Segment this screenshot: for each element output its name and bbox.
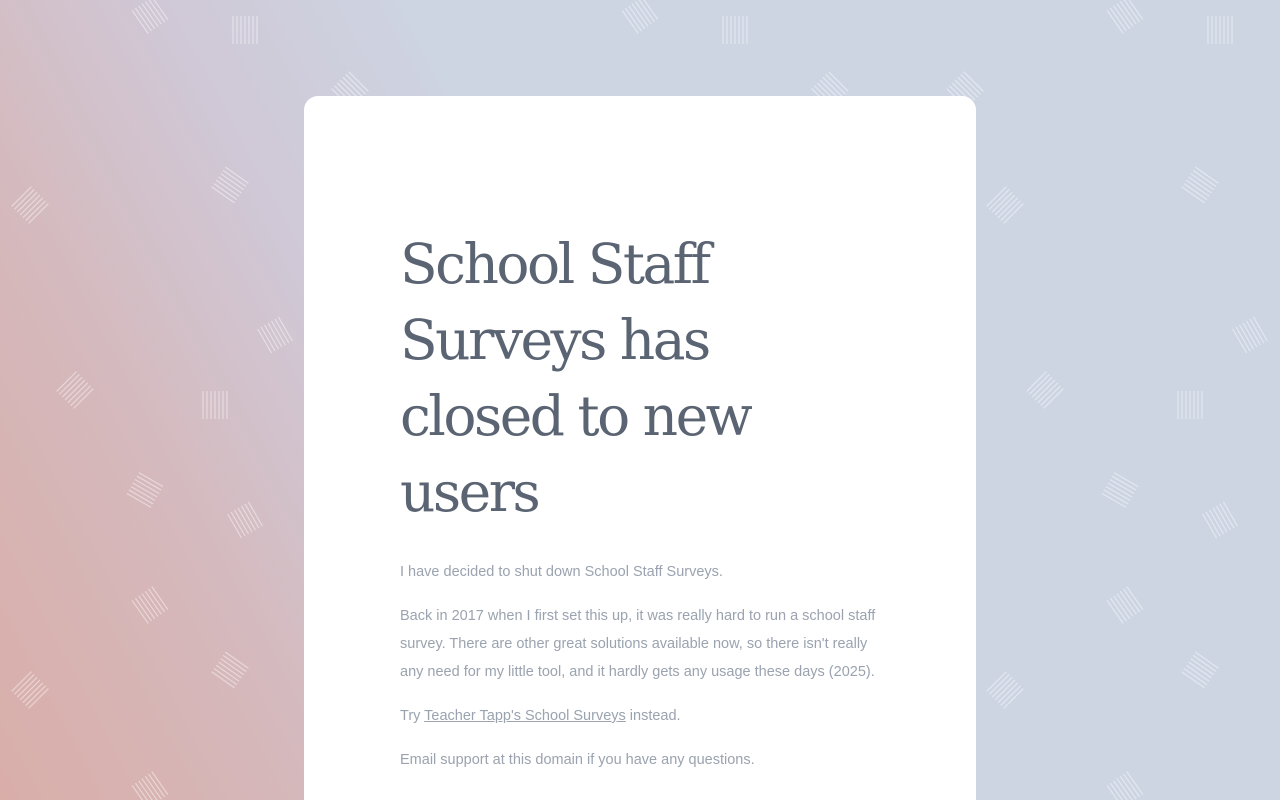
notice-content	[400, 226, 884, 790]
background-hatch-mark	[1182, 167, 1219, 203]
background-hatch-mark	[132, 772, 168, 800]
background-hatch-mark	[132, 0, 168, 33]
background-hatch-mark	[1203, 502, 1238, 538]
alternative-paragraph	[400, 702, 884, 730]
background-hatch-mark	[212, 652, 249, 688]
background-hatch-mark	[1102, 473, 1138, 508]
background-hatch-mark	[212, 167, 249, 203]
background-hatch-mark	[1027, 372, 1064, 409]
intro-paragraph: I have decided to shut down School Staff Surveys.	[400, 564, 723, 580]
background-hatch-mark	[203, 391, 227, 419]
background-hatch-mark	[127, 473, 163, 508]
page-title: School Staff Surveys has closed to new users	[400, 232, 751, 524]
alternative-suffix: instead.	[625, 708, 681, 724]
background-hatch-mark	[228, 502, 263, 538]
contact-paragraph: Email support at this domain if you have any questions.	[400, 752, 755, 768]
background-hatch-mark	[723, 16, 747, 44]
background-hatch-mark	[258, 317, 293, 353]
background-hatch-mark	[1107, 587, 1143, 624]
background-hatch-mark	[1107, 0, 1143, 33]
background-hatch-mark	[987, 187, 1024, 224]
background-hatch-mark	[132, 587, 168, 624]
background-hatch-mark	[1178, 391, 1202, 419]
background-hatch-mark	[12, 187, 49, 224]
background-hatch-mark	[12, 672, 49, 709]
background-hatch-mark	[987, 672, 1024, 709]
background-hatch-mark	[1182, 652, 1219, 688]
background-hatch-mark	[622, 0, 658, 33]
history-paragraph: Back in 2017 when I first set this up, it was really hard to run a school staff survey. There are other great solutions available now, so there isn't really any need for my little tool, and it hardly gets any usage these days (2025).	[400, 608, 876, 680]
teacher-tapp-link[interactable]: Teacher Tapp's School Surveys	[424, 708, 626, 724]
notice-card	[304, 96, 976, 800]
background-hatch-mark	[57, 372, 94, 409]
background-hatch-mark	[1208, 16, 1232, 44]
background-hatch-mark	[1233, 317, 1268, 353]
background-hatch-mark	[1107, 772, 1143, 800]
alternative-prefix: Try	[400, 708, 425, 724]
background-hatch-mark	[233, 16, 257, 44]
